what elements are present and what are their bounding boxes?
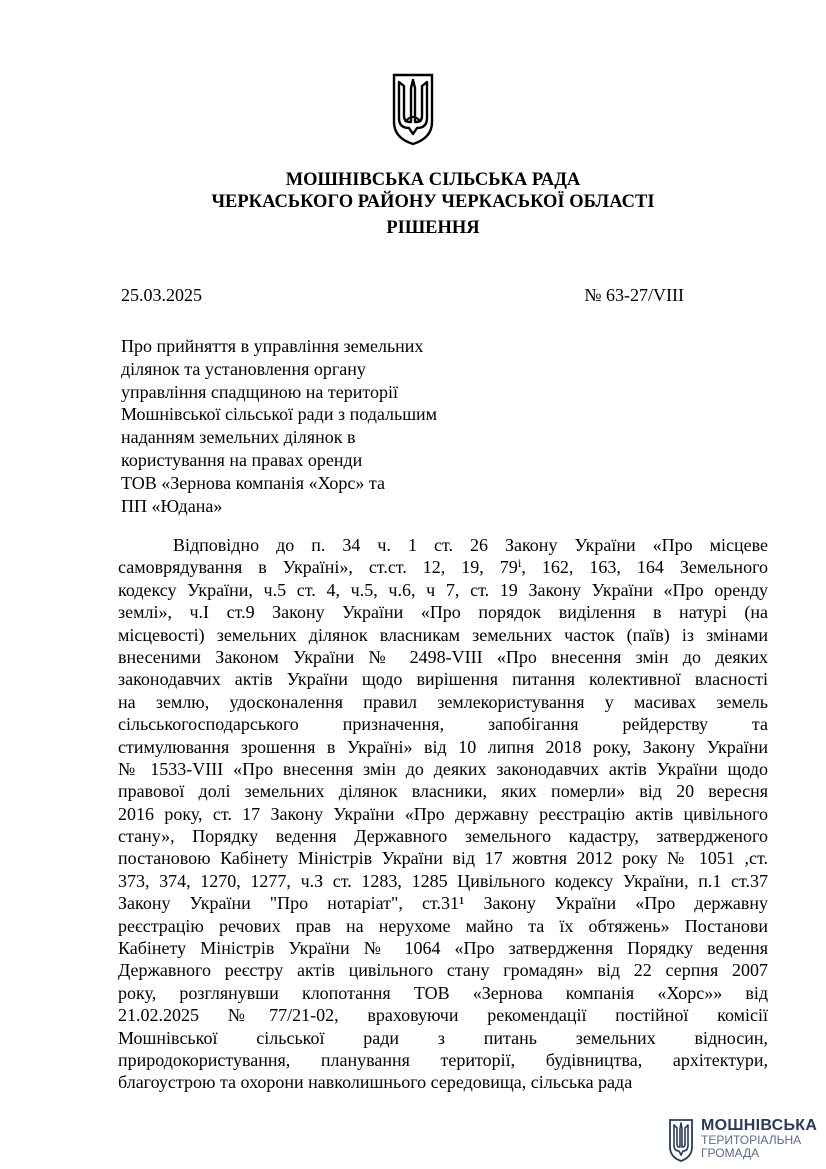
subject-line: управління спадщиною на території — [121, 381, 398, 402]
body-line: Державного реєстру актів цивільного стану громадян» від 22 серпня 2007 — [118, 960, 768, 981]
body-line: сільськогосподарського призначення, запобігання рейдерству та — [118, 714, 768, 735]
body-line: 373, 374, 1270, 1277, ч.З ст. 1283, 1285 Цивільного кодексу України, п.1 ст.37 — [118, 870, 768, 891]
body-line: № 1533-VIII «Про внесення змін до деяких законодавчих актів України щодо — [118, 758, 768, 779]
body-line: постановою Кабінету Міністрів України від 17 жовтня 2012 року № 1051 ,ст. — [118, 848, 768, 869]
body-line: року, розглянувши клопотання ТОВ «Зернова компанія «Хорс»» від — [118, 982, 768, 1003]
decision-body — [118, 534, 768, 1094]
trident-coat-of-arms-icon — [391, 72, 435, 146]
document-type: РІШЕННЯ — [386, 218, 480, 238]
body-line: самоврядування в Україні», ст.ст. 12, 19, 79ⁱ, 162, 163, 164 Земельного — [118, 557, 768, 578]
subject-line: наданням земельних ділянок в — [121, 427, 356, 448]
logo-subtitle-line: ТЕРИТОРІАЛЬНА — [701, 1133, 802, 1147]
subject-line: ПП «Юдана» — [121, 495, 223, 516]
body-line: стимулювання зрошення в Україні» від 10 липня 2018 року, Закону України — [118, 736, 768, 757]
subject-line: Про прийняття в управління земельних — [121, 336, 424, 356]
body-line: благоустрою та охорони навколишнього середовища, сільська рада — [118, 1072, 633, 1093]
community-logo — [667, 1117, 817, 1163]
district-title: ЧЕРКАСЬКОГО РАЙОНУ ЧЕРКАСЬКОЇ ОБЛАСТІ — [211, 192, 655, 212]
subject-line: користування на правах оренди — [121, 449, 363, 470]
subject-line: ТОВ «Зернова компанія «Хорс» та — [121, 472, 385, 493]
body-line: реєстрацію речових прав на нерухоме майно та їх обтяжень» Постанови — [118, 915, 768, 936]
trident-logo-icon — [667, 1117, 695, 1163]
body-line: Закону України "Про нотаріат", ст.31¹ Закону України «Про державну — [118, 893, 768, 914]
body-line: Мошнівської сільської ради з питань земельних відносин, — [118, 1027, 768, 1048]
body-line: землі», ч.І ст.9 Закону України «Про порядок виділення в натурі (на — [118, 602, 768, 623]
logo-subtitle-line: ГРОМАДА — [701, 1146, 760, 1160]
subject-line: ділянок та установлення органу — [121, 358, 366, 379]
body-line: внесеними Законом України № 2498-VIII «Про внесення змін до деяких — [118, 646, 768, 667]
logo-title: МОШНІВСЬКА — [701, 1117, 818, 1134]
body-line: 2016 року, ст. 17 Закону України «Про державну реєстрацію актів цивільного — [118, 803, 768, 824]
body-line: законодавчих актів України щодо вирішення питання колективної власності — [118, 669, 768, 690]
body-line: правової долі земельних ділянок власники, яких померли» від 20 вересня — [118, 781, 768, 802]
body-line: Кабінету Міністрів України № 1064 «Про затвердження Порядку ведення — [118, 938, 768, 959]
body-line: природокористування, планування території, будівництва, архітектури, — [118, 1049, 768, 1070]
decision-subject — [121, 335, 521, 517]
council-title: МОШНІВСЬКА СІЛЬСЬКА РАДА — [285, 170, 581, 190]
subject-line: Мошнівської сільської ради з подальшим — [121, 404, 438, 425]
body-line: на землю, удосконалення правил землекористування у масивах земель — [118, 691, 768, 712]
body-line: місцевості) земельних ділянок власникам земельних часток (паїв) із змінами — [118, 624, 768, 645]
decision-number: № 63-27/VIII — [584, 285, 684, 305]
logo-subtitle — [701, 1134, 801, 1160]
body-line: кодексу України, ч.5 ст. 4, ч.5, ч.6, ч 7, ст. 19 Закону України «Про оренду — [118, 579, 768, 600]
body-line: Відповідно до п. 34 ч. 1 ст. 26 Закону України «Про місцеве — [173, 535, 768, 555]
body-line: стану», Порядку ведення Державного земельного кадастру, затвердженого — [118, 826, 768, 847]
decision-date: 25.03.2025 — [121, 285, 202, 305]
body-line: 21.02.2025 №77/21-02, враховуючи рекомендації постійної комісії — [118, 1005, 768, 1026]
